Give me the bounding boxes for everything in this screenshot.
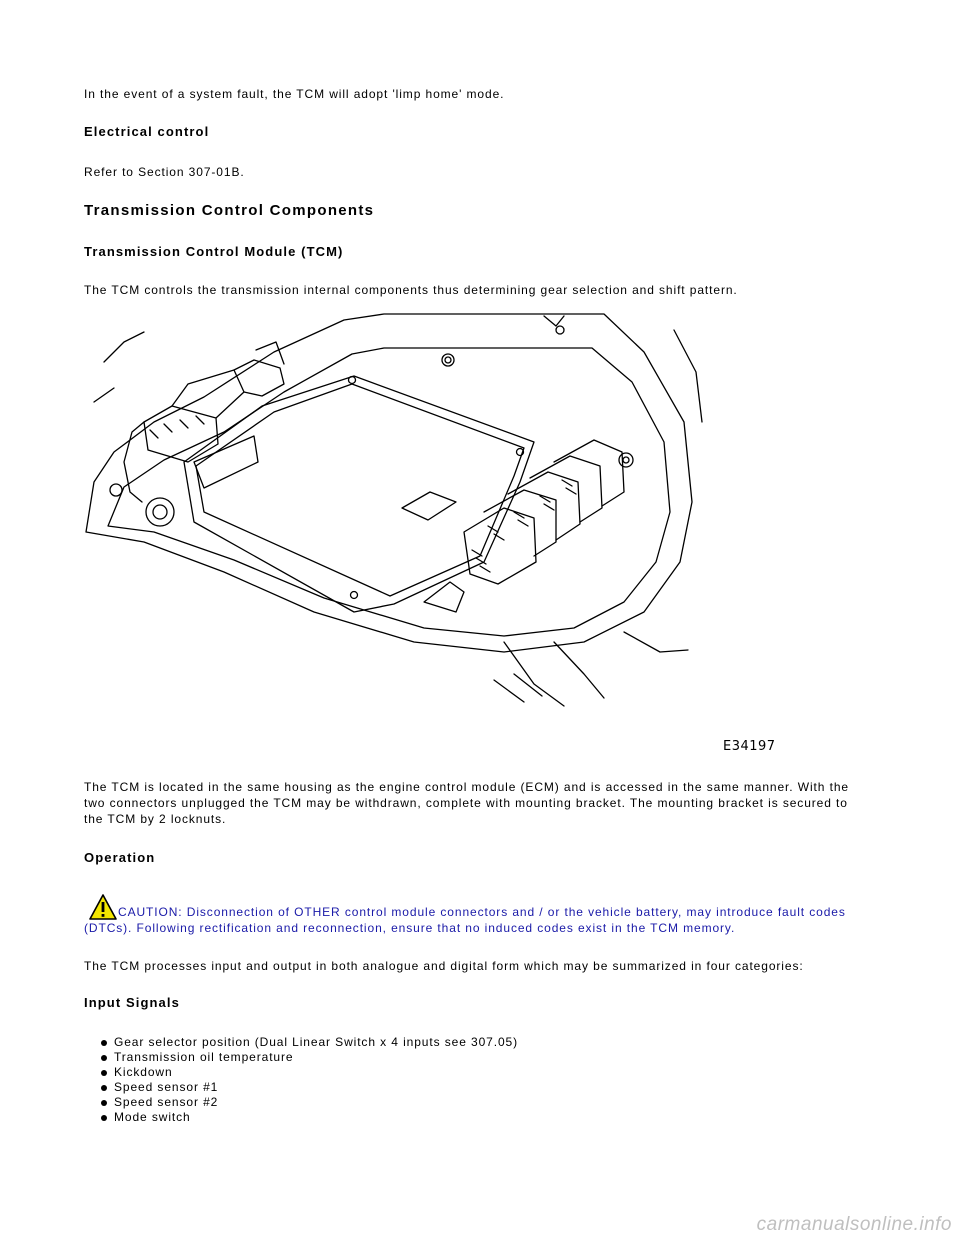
bullet-icon [101,1070,107,1076]
tcm-module-outline [184,376,534,612]
processing-paragraph: The TCM processes input and output in both analogue and digital form which may be summarized in four categories: [84,959,804,973]
list-item [84,1050,518,1065]
location-paragraph [84,779,884,827]
bullet-icon [101,1085,107,1091]
bullet-icon [101,1115,107,1121]
caution-notice [84,904,884,936]
tcm-heading: Transmission Control Module (TCM) [84,244,344,259]
figure-label: E34197 [723,739,776,754]
input-signals-list [84,1035,518,1125]
list-item [84,1080,518,1095]
list-item-label: Speed sensor #1 [114,1080,219,1094]
left-connector [144,406,218,462]
intro-paragraph: In the event of a system fault, the TCM will adopt 'limp home' mode. [84,87,505,101]
watermark: carmanualsonline.info [756,1214,952,1235]
right-connector-bank [424,440,624,612]
bullet-icon [101,1055,107,1061]
caution-line: CAUTION: Disconnection of OTHER control module connectors and / or the vehicle battery, may introduce fault codes [118,905,846,919]
location-line: The TCM is located in the same housing as the engine control module (ECM) and is accessed in the same manner. With the [84,780,849,794]
list-item-label: Kickdown [114,1065,173,1079]
list-item [84,1095,518,1110]
list-item-label: Mode switch [114,1110,191,1124]
electrical-control-text: Refer to Section 307-01B. [84,165,245,179]
tcm-housing-illustration [84,312,704,707]
section-heading: Transmission Control Components [84,202,375,219]
location-line: two connectors unplugged the TCM may be withdrawn, complete with mounting bracket. The mounting bracket is secured to [84,796,848,810]
operation-heading: Operation [84,850,156,865]
caution-line: (DTCs). Following rectification and reconnection, ensure that no induced codes exist in the TCM memory. [84,921,736,935]
input-signals-heading: Input Signals [84,995,180,1010]
tcm-description: The TCM controls the transmission internal components thus determining gear selection and shift pattern. [84,283,738,297]
list-item-label: Gear selector position (Dual Linear Switch x 4 inputs see 307.05) [114,1035,519,1049]
list-item [84,1065,518,1080]
bullet-icon [101,1100,107,1106]
list-item-label: Transmission oil temperature [114,1050,294,1064]
list-item [84,1110,518,1125]
location-line: the TCM by 2 locknuts. [84,812,227,826]
bullet-icon [101,1040,107,1046]
electrical-control-heading: Electrical control [84,124,210,139]
list-item [84,1035,518,1050]
list-item-label: Speed sensor #2 [114,1095,219,1109]
